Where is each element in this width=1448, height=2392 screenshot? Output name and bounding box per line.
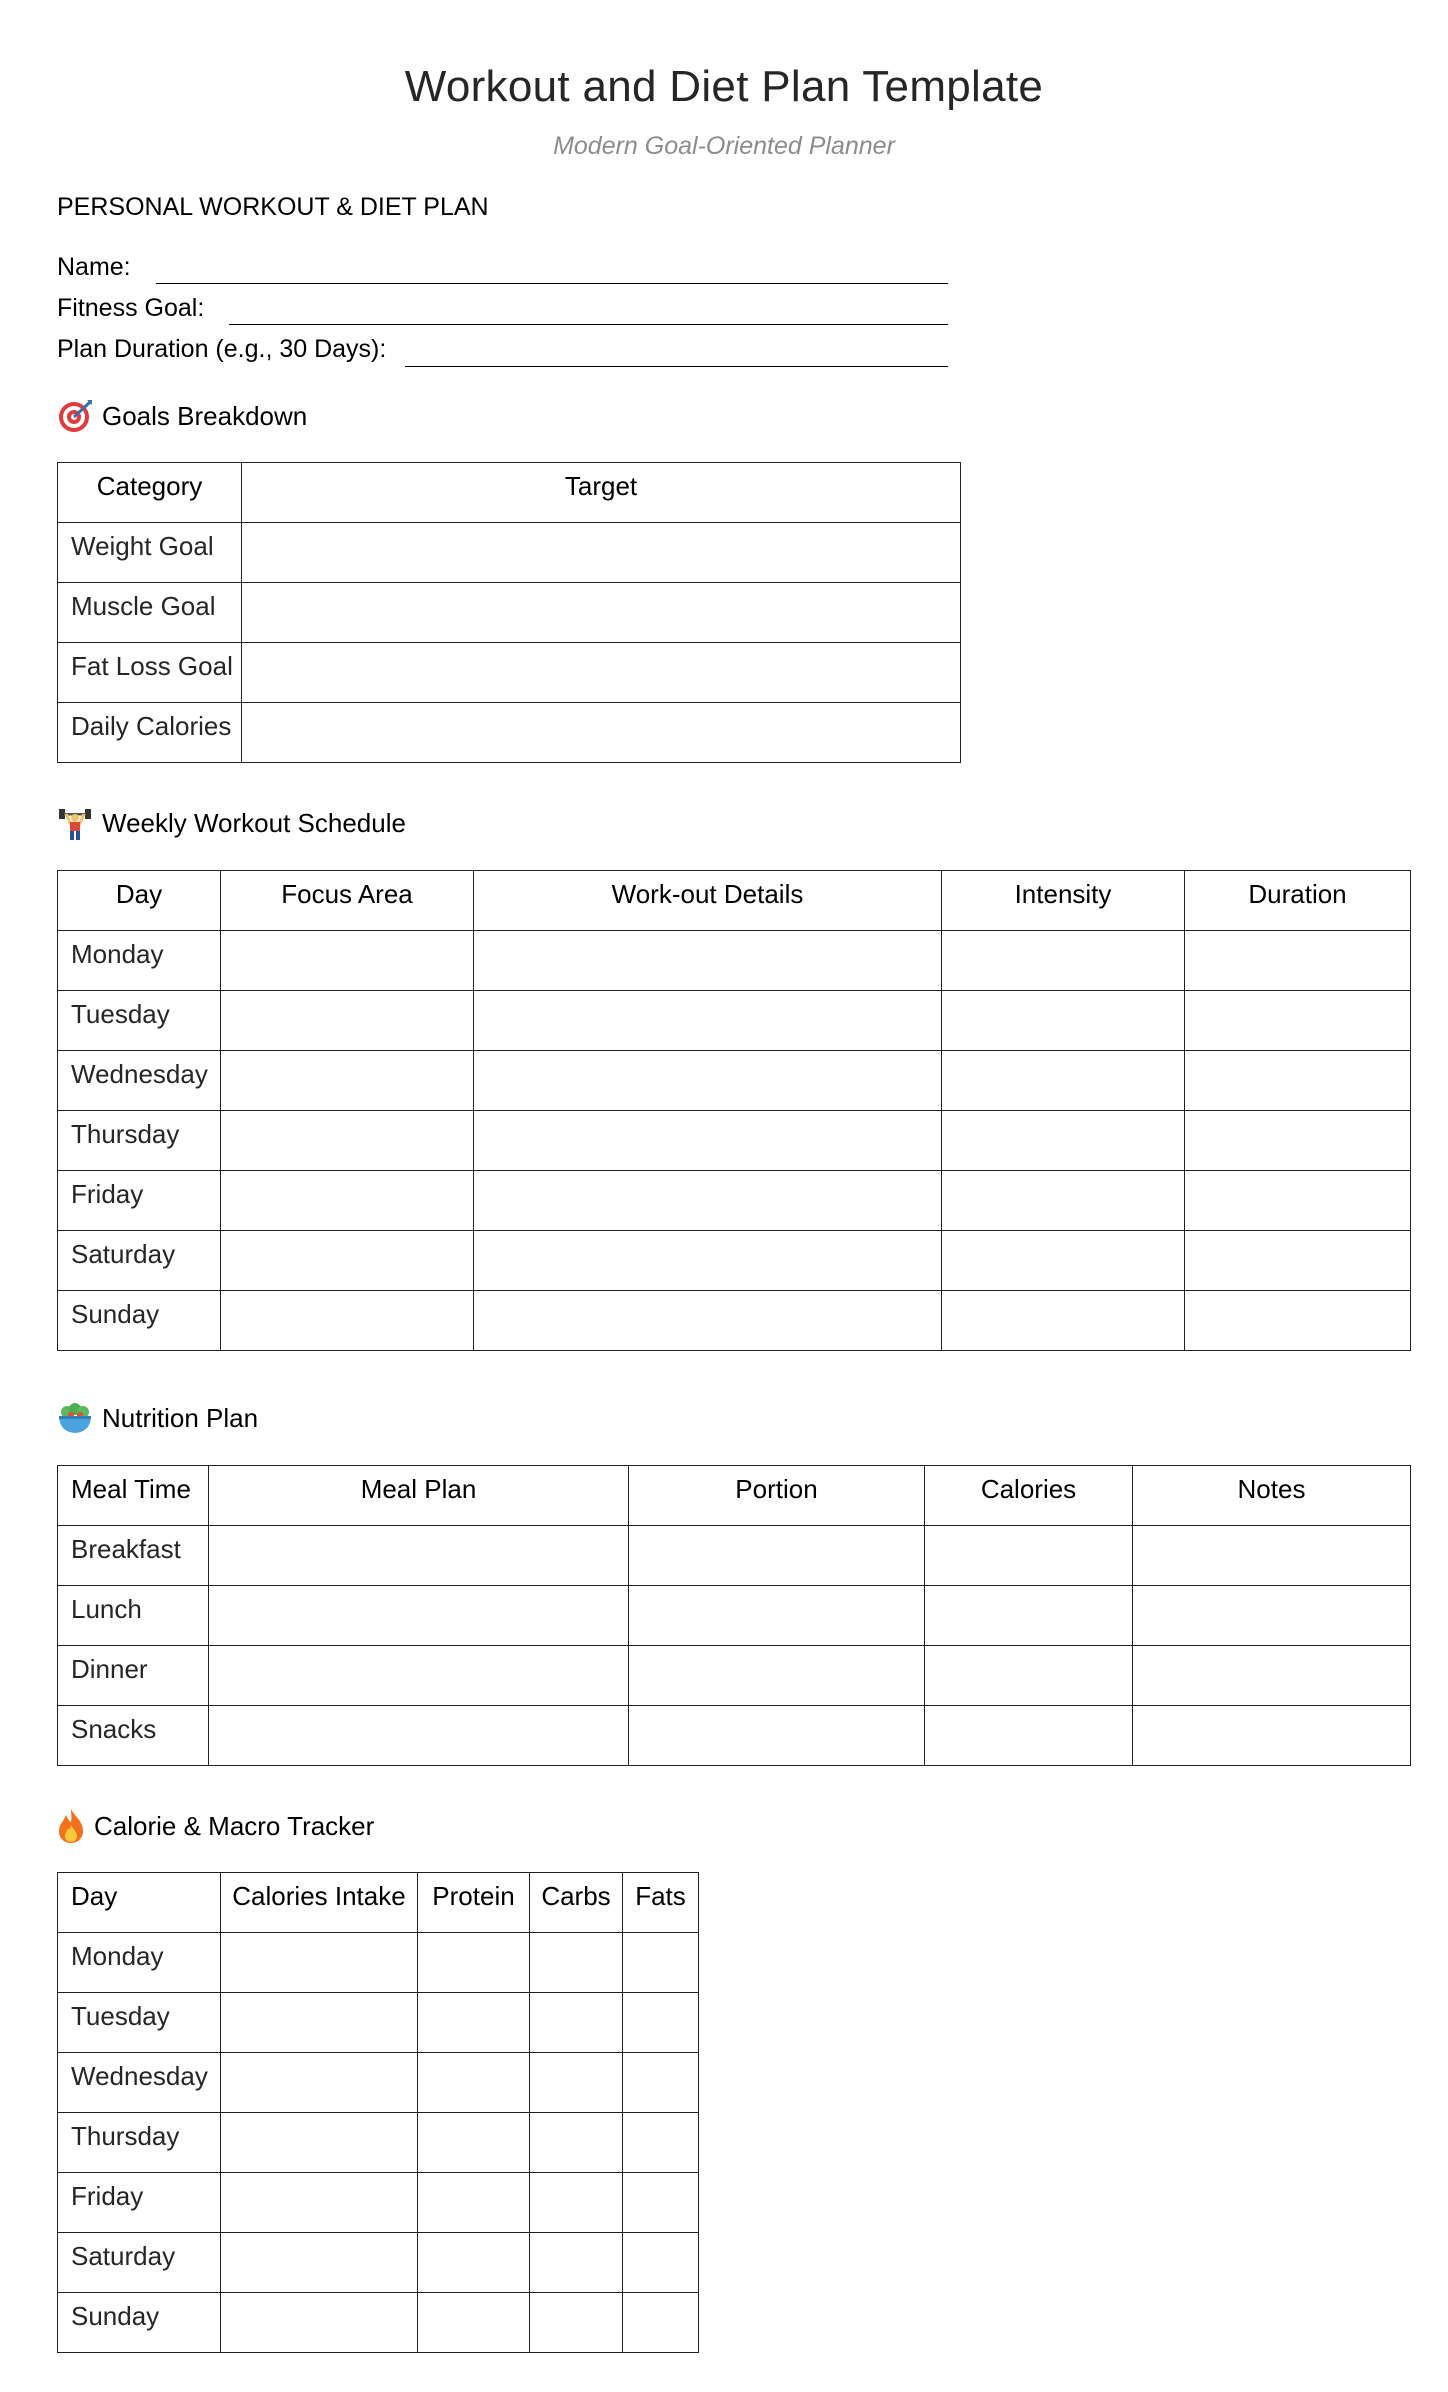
workout-day-cell: Thursday <box>58 1111 221 1171</box>
table-row <box>58 643 961 703</box>
name-label: Name: <box>57 253 131 281</box>
fire-icon <box>57 1808 85 1844</box>
workout-cell[interactable] <box>474 1171 942 1231</box>
workout-table <box>57 870 1411 1351</box>
nutrition-cell[interactable] <box>629 1586 925 1646</box>
workout-cell[interactable] <box>474 991 942 1051</box>
goals-table <box>57 462 961 763</box>
workout-cell[interactable] <box>474 931 942 991</box>
workout-cell[interactable] <box>221 1231 474 1291</box>
table-row <box>58 523 961 583</box>
tracker-cell[interactable] <box>530 2173 623 2233</box>
nutrition-cell[interactable] <box>925 1586 1133 1646</box>
tracker-cell[interactable] <box>623 2053 699 2113</box>
tracker-day-cell: Tuesday <box>58 1993 221 2053</box>
goals-row-label: Fat Loss Goal <box>58 643 242 703</box>
nutrition-cell[interactable] <box>629 1646 925 1706</box>
workout-cell[interactable] <box>1185 1171 1411 1231</box>
workout-col-intensity: Intensity <box>942 871 1185 931</box>
goals-col-target: Target <box>242 463 961 523</box>
nutrition-table <box>57 1465 1411 1766</box>
nutrition-cell[interactable] <box>1133 1646 1411 1706</box>
table-row <box>58 703 961 763</box>
tracker-day-cell: Sunday <box>58 2293 221 2353</box>
nutrition-cell[interactable] <box>209 1646 629 1706</box>
workout-title-text: Weekly Workout Schedule <box>102 807 406 838</box>
workout-cell[interactable] <box>1185 1231 1411 1291</box>
tracker-day-cell: Wednesday <box>58 2053 221 2113</box>
fitness-goal-line[interactable] <box>229 324 948 325</box>
workout-cell[interactable] <box>221 1051 474 1111</box>
tracker-col-day: Day <box>58 1873 221 1933</box>
workout-day-cell: Saturday <box>58 1231 221 1291</box>
workout-cell[interactable] <box>474 1231 942 1291</box>
goals-target-cell[interactable] <box>242 583 961 643</box>
nutrition-cell[interactable] <box>209 1706 629 1766</box>
goals-col-category: Category <box>58 463 242 523</box>
workout-header-row <box>58 871 1411 931</box>
workout-cell[interactable] <box>942 1291 1185 1351</box>
workout-col-focus: Focus Area <box>221 871 474 931</box>
tracker-cell[interactable] <box>221 2233 418 2293</box>
workout-cell[interactable] <box>221 1291 474 1351</box>
nutrition-header-row <box>58 1466 1411 1526</box>
tracker-cell[interactable] <box>623 2173 699 2233</box>
table-row <box>58 1993 699 2053</box>
workout-cell[interactable] <box>1185 1051 1411 1111</box>
table-row <box>58 1231 1411 1291</box>
workout-day-cell: Tuesday <box>58 991 221 1051</box>
workout-cell[interactable] <box>474 1111 942 1171</box>
workout-day-cell: Friday <box>58 1171 221 1231</box>
nutrition-col-notes: Notes <box>1133 1466 1411 1526</box>
tracker-cell[interactable] <box>418 2113 530 2173</box>
workout-col-duration: Duration <box>1185 871 1411 931</box>
table-row <box>58 583 961 643</box>
tracker-day-cell: Monday <box>58 1933 221 1993</box>
tracker-cell[interactable] <box>530 1993 623 2053</box>
workout-cell[interactable] <box>942 1051 1185 1111</box>
tracker-cell[interactable] <box>623 1993 699 2053</box>
workout-cell[interactable] <box>942 991 1185 1051</box>
table-row <box>58 1933 699 1993</box>
workout-col-details: Work-out Details <box>474 871 942 931</box>
meal-time-cell: Snacks <box>58 1706 209 1766</box>
table-row <box>58 1291 1411 1351</box>
workout-cell[interactable] <box>1185 991 1411 1051</box>
tracker-cell[interactable] <box>418 1993 530 2053</box>
tracker-cell[interactable] <box>623 2293 699 2353</box>
workout-col-day: Day <box>58 871 221 931</box>
workout-cell[interactable] <box>942 1231 1185 1291</box>
tracker-table <box>57 1872 699 2353</box>
page-subtitle: Modern Goal-Oriented Planner <box>553 132 895 160</box>
workout-cell[interactable] <box>1185 1111 1411 1171</box>
tracker-cell[interactable] <box>530 2113 623 2173</box>
table-row <box>58 1171 1411 1231</box>
nutrition-col-portion: Portion <box>629 1466 925 1526</box>
tracker-col-fats: Fats <box>623 1873 699 1933</box>
goals-section-title <box>57 398 307 434</box>
tracker-day-cell: Thursday <box>58 2113 221 2173</box>
nutrition-cell[interactable] <box>209 1586 629 1646</box>
table-row <box>58 1586 1411 1646</box>
tracker-cell[interactable] <box>530 2293 623 2353</box>
tracker-cell[interactable] <box>418 2173 530 2233</box>
workout-day-cell: Wednesday <box>58 1051 221 1111</box>
target-icon <box>57 398 93 434</box>
table-row <box>58 2053 699 2113</box>
goals-target-cell[interactable] <box>242 523 961 583</box>
meal-time-cell: Dinner <box>58 1646 209 1706</box>
tracker-title-text: Calorie & Macro Tracker <box>94 1810 375 1841</box>
nutrition-section-title <box>57 1400 258 1436</box>
tracker-cell[interactable] <box>221 2173 418 2233</box>
table-row <box>58 2293 699 2353</box>
workout-day-cell: Sunday <box>58 1291 221 1351</box>
nutrition-col-meal-time: Meal Time <box>58 1466 209 1526</box>
table-row <box>58 1646 1411 1706</box>
tracker-cell[interactable] <box>221 2113 418 2173</box>
tracker-cell[interactable] <box>530 1933 623 1993</box>
tracker-day-cell: Friday <box>58 2173 221 2233</box>
tracker-col-protein: Protein <box>418 1873 530 1933</box>
table-row <box>58 931 1411 991</box>
goals-row-label: Muscle Goal <box>58 583 242 643</box>
nutrition-cell[interactable] <box>629 1706 925 1766</box>
table-row <box>58 2113 699 2173</box>
salad-bowl-icon <box>57 1400 93 1436</box>
nutrition-cell[interactable] <box>1133 1706 1411 1766</box>
workout-cell[interactable] <box>942 1111 1185 1171</box>
goals-row-label: Daily Calories <box>58 703 242 763</box>
name-line[interactable] <box>156 283 948 284</box>
goals-target-cell[interactable] <box>242 703 961 763</box>
workout-day-cell: Monday <box>58 931 221 991</box>
tracker-cell[interactable] <box>418 2233 530 2293</box>
tracker-section-title <box>57 1808 374 1844</box>
weightlifter-icon <box>57 805 93 841</box>
table-row <box>58 2173 699 2233</box>
tracker-cell[interactable] <box>418 2293 530 2353</box>
tracker-cell[interactable] <box>221 2293 418 2353</box>
plan-duration-field <box>57 335 386 364</box>
tracker-cell[interactable] <box>530 2053 623 2113</box>
nutrition-cell[interactable] <box>1133 1526 1411 1586</box>
nutrition-cell[interactable] <box>209 1526 629 1586</box>
tracker-cell[interactable] <box>418 2053 530 2113</box>
tracker-cell[interactable] <box>418 1933 530 1993</box>
workout-cell[interactable] <box>942 1171 1185 1231</box>
goals-title-text: Goals Breakdown <box>102 400 308 431</box>
tracker-cell[interactable] <box>221 2053 418 2113</box>
fitness-goal-label: Fitness Goal: <box>57 294 205 322</box>
fitness-goal-field <box>57 294 204 323</box>
workout-cell[interactable] <box>221 991 474 1051</box>
nutrition-cell[interactable] <box>925 1706 1133 1766</box>
nutrition-title-text: Nutrition Plan <box>102 1402 259 1433</box>
nutrition-cell[interactable] <box>925 1646 1133 1706</box>
workout-cell[interactable] <box>1185 1291 1411 1351</box>
goals-row-label: Weight Goal <box>58 523 242 583</box>
meal-time-cell: Lunch <box>58 1586 209 1646</box>
name-field <box>57 253 131 282</box>
tracker-cell[interactable] <box>221 1993 418 2053</box>
tracker-day-cell: Saturday <box>58 2233 221 2293</box>
table-row <box>58 991 1411 1051</box>
tracker-col-carbs: Carbs <box>530 1873 623 1933</box>
meal-time-cell: Breakfast <box>58 1526 209 1586</box>
workout-section-title <box>57 805 406 841</box>
table-row <box>58 1051 1411 1111</box>
tracker-cell[interactable] <box>623 1933 699 1993</box>
nutrition-cell[interactable] <box>1133 1586 1411 1646</box>
tracker-cell[interactable] <box>530 2233 623 2293</box>
workout-cell[interactable] <box>942 931 1185 991</box>
tracker-cell[interactable] <box>623 2233 699 2293</box>
table-row <box>58 1111 1411 1171</box>
workout-cell[interactable] <box>1185 931 1411 991</box>
workout-cell[interactable] <box>474 1051 942 1111</box>
nutrition-col-meal-plan: Meal Plan <box>209 1466 629 1526</box>
table-row <box>58 1526 1411 1586</box>
nutrition-cell[interactable] <box>925 1526 1133 1586</box>
workout-cell[interactable] <box>474 1291 942 1351</box>
tracker-col-calories-intake: Calories Intake <box>221 1873 418 1933</box>
tracker-cell[interactable] <box>623 2113 699 2173</box>
tracker-cell[interactable] <box>221 1933 418 1993</box>
workout-cell[interactable] <box>221 1111 474 1171</box>
plan-duration-line[interactable] <box>405 366 948 367</box>
plan-heading: PERSONAL WORKOUT & DIET PLAN <box>57 193 489 221</box>
goals-header-row <box>58 463 961 523</box>
page-title: Workout and Diet Plan Template <box>404 62 1044 111</box>
plan-duration-label: Plan Duration (e.g., 30 Days): <box>57 335 387 363</box>
workout-cell[interactable] <box>221 1171 474 1231</box>
nutrition-col-calories: Calories <box>925 1466 1133 1526</box>
tracker-header-row <box>58 1873 699 1933</box>
table-row <box>58 1706 1411 1766</box>
nutrition-cell[interactable] <box>629 1526 925 1586</box>
goals-target-cell[interactable] <box>242 643 961 703</box>
workout-cell[interactable] <box>221 931 474 991</box>
table-row <box>58 2233 699 2293</box>
